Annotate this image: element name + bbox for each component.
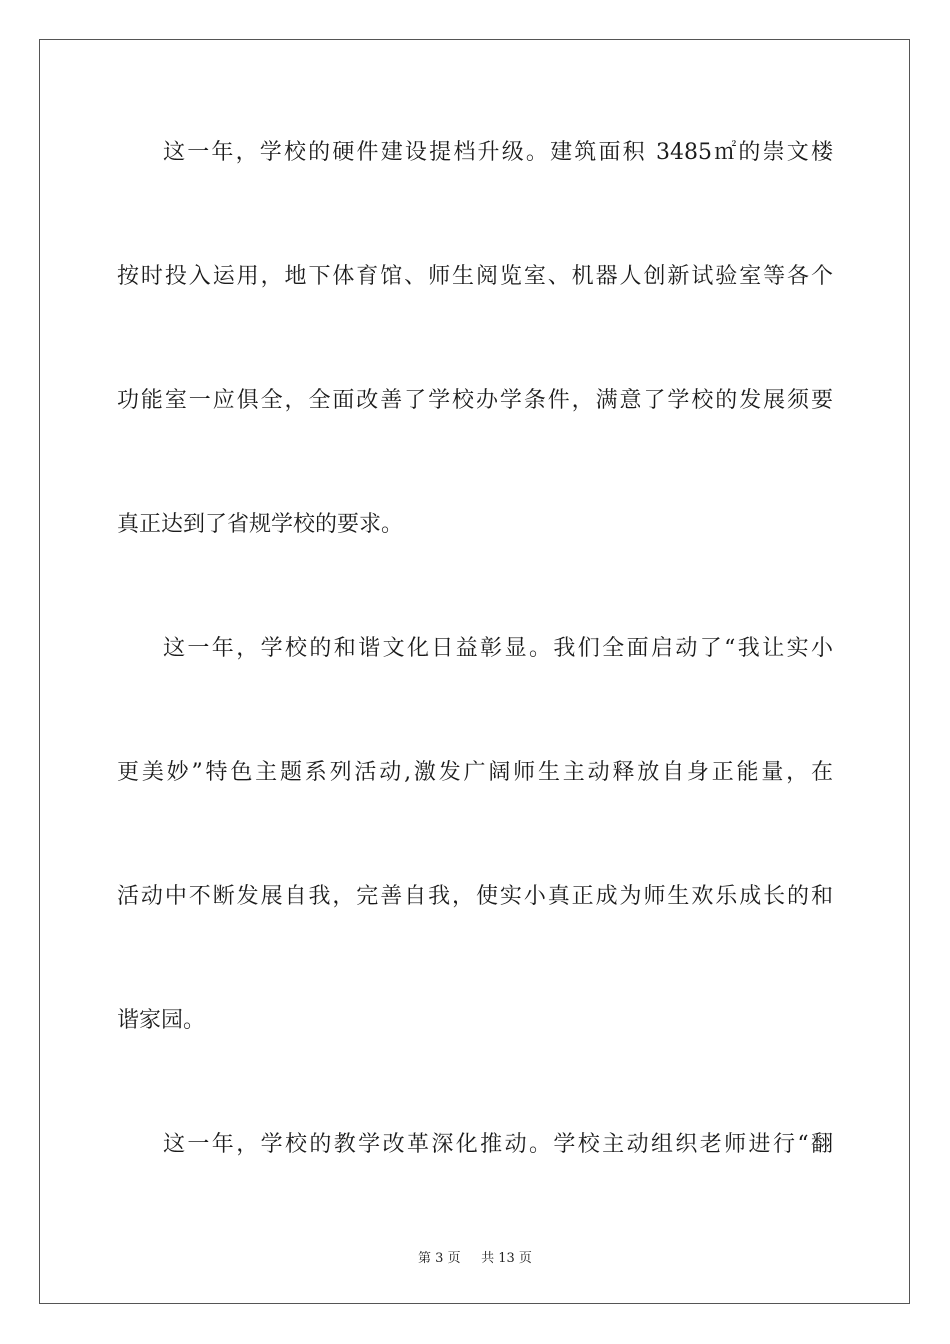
- page-footer: [0, 1247, 950, 1266]
- paragraph-1-line-3: 功能室一应俱全，全面改善了学校办学条件，满意了学校的发展须要: [117, 388, 833, 413]
- paragraph-1-line-4: 真正达到了省规学校的要求。: [117, 512, 404, 537]
- page-total: 共 13 页: [481, 1251, 532, 1266]
- paragraph-2-line-3: 活动中不断发展自我，完善自我，使实小真正成为师生欢乐成长的和: [117, 884, 833, 909]
- paragraph-1-line-2: 按时投入运用，地下体育馆、师生阅览室、机器人创新试验室等各个: [117, 264, 833, 289]
- paragraph-2-line-4: 谐家园。: [117, 1008, 206, 1033]
- page-border: [39, 39, 910, 1304]
- paragraph-1-line-1: 这一年，学校的硬件建设提档升级。建筑面积 3485㎡的崇文楼: [163, 140, 833, 165]
- paragraph-2-line-2: 更美妙”特色主题系列活动,激发广阔师生主动释放自身正能量，在: [117, 760, 833, 785]
- paragraph-3-line-1: 这一年，学校的教学改革深化推动。学校主动组织老师进行“翻: [163, 1132, 833, 1157]
- page-number: 第 3 页: [418, 1251, 461, 1266]
- paragraph-2-line-1: 这一年，学校的和谐文化日益彰显。我们全面启动了“我让实小: [163, 636, 833, 661]
